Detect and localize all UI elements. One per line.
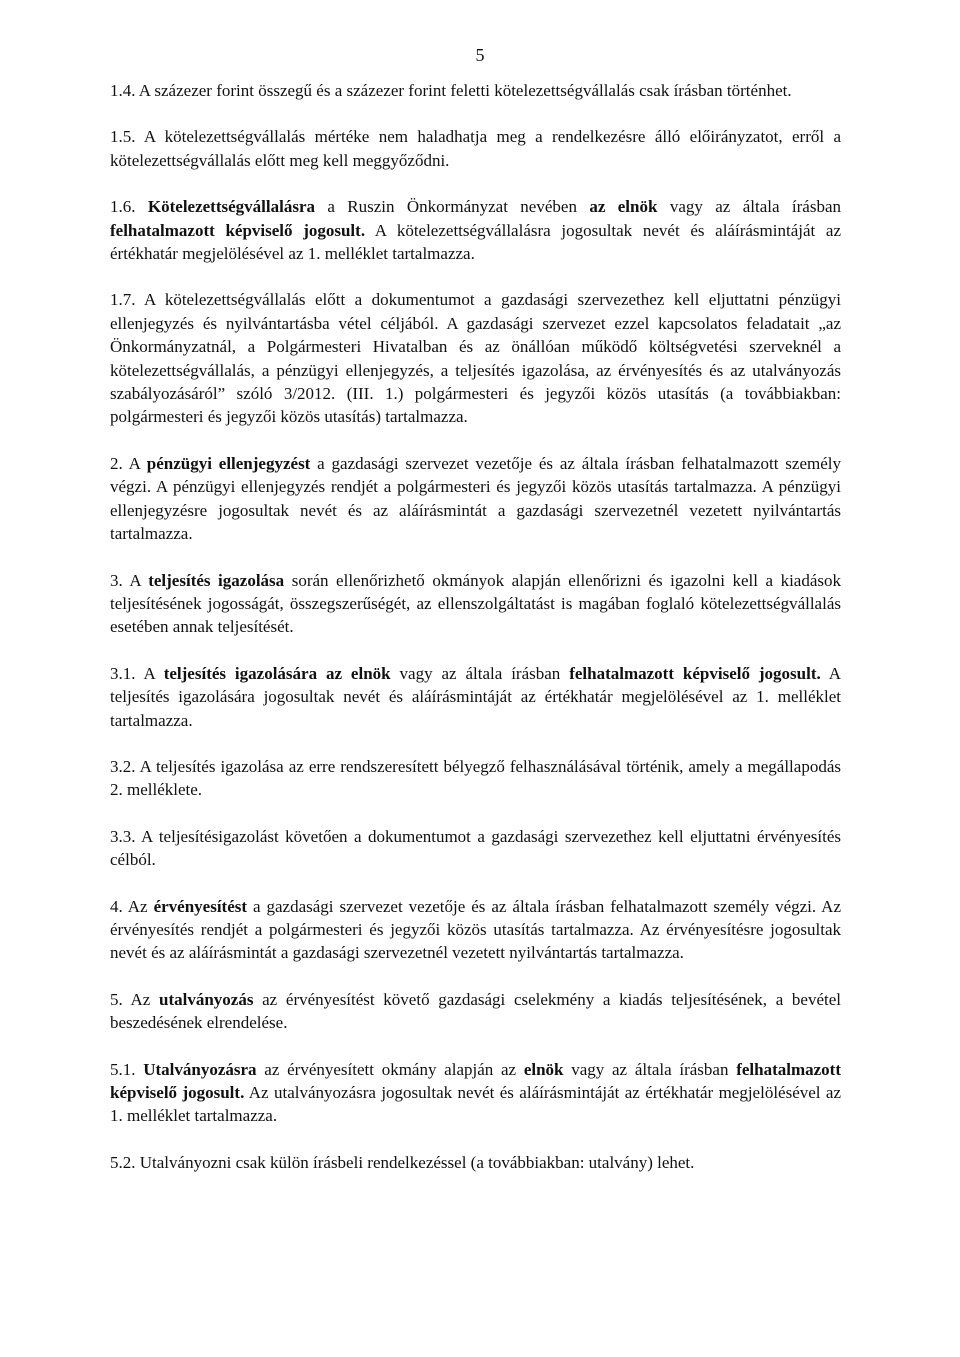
- bold-text: utalványozás: [158, 989, 254, 1009]
- text-run: 2. A: [110, 453, 147, 473]
- bold-text: felhatalmazott képviselő jogosult.: [110, 1059, 842, 1102]
- text-run: 1.7. A kötelezettségvállalás előtt a dokumentumot a gazdasági szervezethez kell eljuttatni pénzügyi ellenjegyzés és nyilvántartásba vétel céljából. A gazdasági szervezet ezzel kapcsolatos feladatait „az Önkormányzatnál, a Polgármesteri Hivatalban és az önállóan működő költségvetési szerveknél a kötelezettségvállalás, a pénzügyi ellenjegyzés, a teljesítés igazolása, az érvényesítés és az utalványozás szabályozásáról” szóló 3/2012. (III. 1.) polgármesteri és jegyzői közös utasítás (a továbbiakban: polgármesteri és jegyzői közös utasítás) tartalmazza.: [110, 290, 841, 427]
- text-run: 5.2. Utalványozni csak külön írásbeli rendelkezéssel (a továbbiakban: utalvány) lehet.: [110, 1152, 695, 1172]
- paragraph-p1-7: [110, 288, 841, 428]
- page-number: 5: [475, 45, 485, 65]
- bold-text: pénzügyi ellenjegyzést: [146, 453, 311, 473]
- paragraph-p5-1: [110, 1058, 841, 1128]
- bold-text: Kötelezettségvállalásra: [147, 197, 315, 217]
- paragraph-p3-3: [110, 825, 841, 872]
- text-run: 1.4. A százezer forint összegű és a százezer forint feletti kötelezettségvállalás csak írásban történhet.: [110, 81, 792, 100]
- bold-text: felhatalmazott képviselő jogosult.: [110, 220, 366, 240]
- text-run: vagy az általa írásban: [390, 663, 570, 683]
- paragraph-p1-6: [110, 195, 841, 265]
- text-run: 1.5. A kötelezettségvállalás mértéke nem haladhatja meg a rendelkezésre álló előirányzatot, erről a kötelezettségvállalás előtt meg kell meggyőződni.: [110, 127, 841, 170]
- text-run: a gazdasági szervezet vezetője és az általa írásban felhatalmazott személy végzi. Az érvényesítés rendjét a polgármesteri és jegyzői közös utasítás tartalmazza. Az érvényesítésre jogosultak nevét és az aláírásmintát a gazdasági szervezetnél vezetett nyilvántartás tartalmazza.: [110, 896, 841, 963]
- paragraph-p3: [110, 569, 841, 639]
- bold-text: teljesítés igazolása: [148, 570, 285, 590]
- bold-text: teljesítés igazolására az elnök: [163, 663, 391, 683]
- text-run: 3.3. A teljesítésigazolást követően a dokumentumot a gazdasági szervezethez kell eljuttatni érvényesítés célból.: [110, 826, 841, 870]
- document-body: [110, 79, 841, 1174]
- paragraph-p1-5: [110, 125, 841, 172]
- bold-text: Utalványozásra: [143, 1059, 257, 1079]
- text-run: az érvényesítést követő gazdasági cselekmény a kiadás teljesítésének, a bevétel beszedésének elrendelése.: [110, 989, 841, 1033]
- text-run: 3.2. A teljesítés igazolása az erre rendszeresített bélyegző felhasználásával történik, amely a megállapodás 2. melléklete.: [110, 756, 841, 800]
- paragraph-p5-2: [110, 1151, 841, 1174]
- text-run: A kötelezettségvállalásra jogosultak nevét és aláírásmintáját az értékhatár megjelölésével az 1. melléklet tartalmazza.: [110, 220, 841, 264]
- text-run: 3. A: [110, 570, 149, 590]
- bold-text: felhatalmazott képviselő jogosult.: [569, 663, 821, 683]
- text-run: vagy az általa írásban: [657, 197, 841, 217]
- text-run: a gazdasági szervezet vezetője és az általa írásban felhatalmazott személy végzi. A pénzügyi ellenjegyzés rendjét a polgármesteri és jegyzői közös utasítás tartalmazza. A pénzügyi ellenjegyzésre jogosultak nevét és az aláírásmintát a gazdasági szervezetnél vezetett nyilvántartás tartalmazza.: [110, 453, 841, 544]
- text-run: 3.1. A: [110, 663, 164, 683]
- text-run: 5.1.: [110, 1059, 144, 1079]
- text-run: során ellenőrizhető okmányok alapján ellenőrizni és igazolni kell a kiadások teljesítésének jogosságát, összegszerűségét, az ellenszolgáltatást is magában foglaló kötelezettségvállalás esetében annak teljesítését.: [110, 570, 841, 637]
- paragraph-p2: [110, 452, 841, 546]
- paragraph-p1-4: [110, 79, 841, 102]
- text-run: 4. Az: [110, 896, 154, 916]
- text-run: az érvényesített okmány alapján az: [256, 1059, 524, 1079]
- bold-text: az elnök: [589, 197, 658, 217]
- bold-text: érvényesítést: [153, 896, 248, 916]
- text-run: 5. Az: [110, 989, 159, 1009]
- text-run: 1.6.: [110, 197, 148, 217]
- paragraph-p3-2: [110, 755, 841, 802]
- paragraph-p5: [110, 988, 841, 1035]
- text-run: A teljesítés igazolására jogosultak nevét és aláírásmintáját az értékhatár megjelölésével az 1. melléklet tartalmazza.: [110, 663, 841, 730]
- text-run: a Ruszin Önkormányzat nevében: [315, 197, 590, 217]
- bold-text: elnök: [523, 1059, 564, 1079]
- text-run: vagy az általa írásban: [563, 1059, 737, 1079]
- text-run: Az utalványozásra jogosultak nevét és aláírásmintáját az értékhatár megjelölésével az 1. melléklet tartalmazza.: [110, 1083, 842, 1126]
- paragraph-p4: [110, 895, 841, 965]
- paragraph-p3-1: [110, 662, 841, 732]
